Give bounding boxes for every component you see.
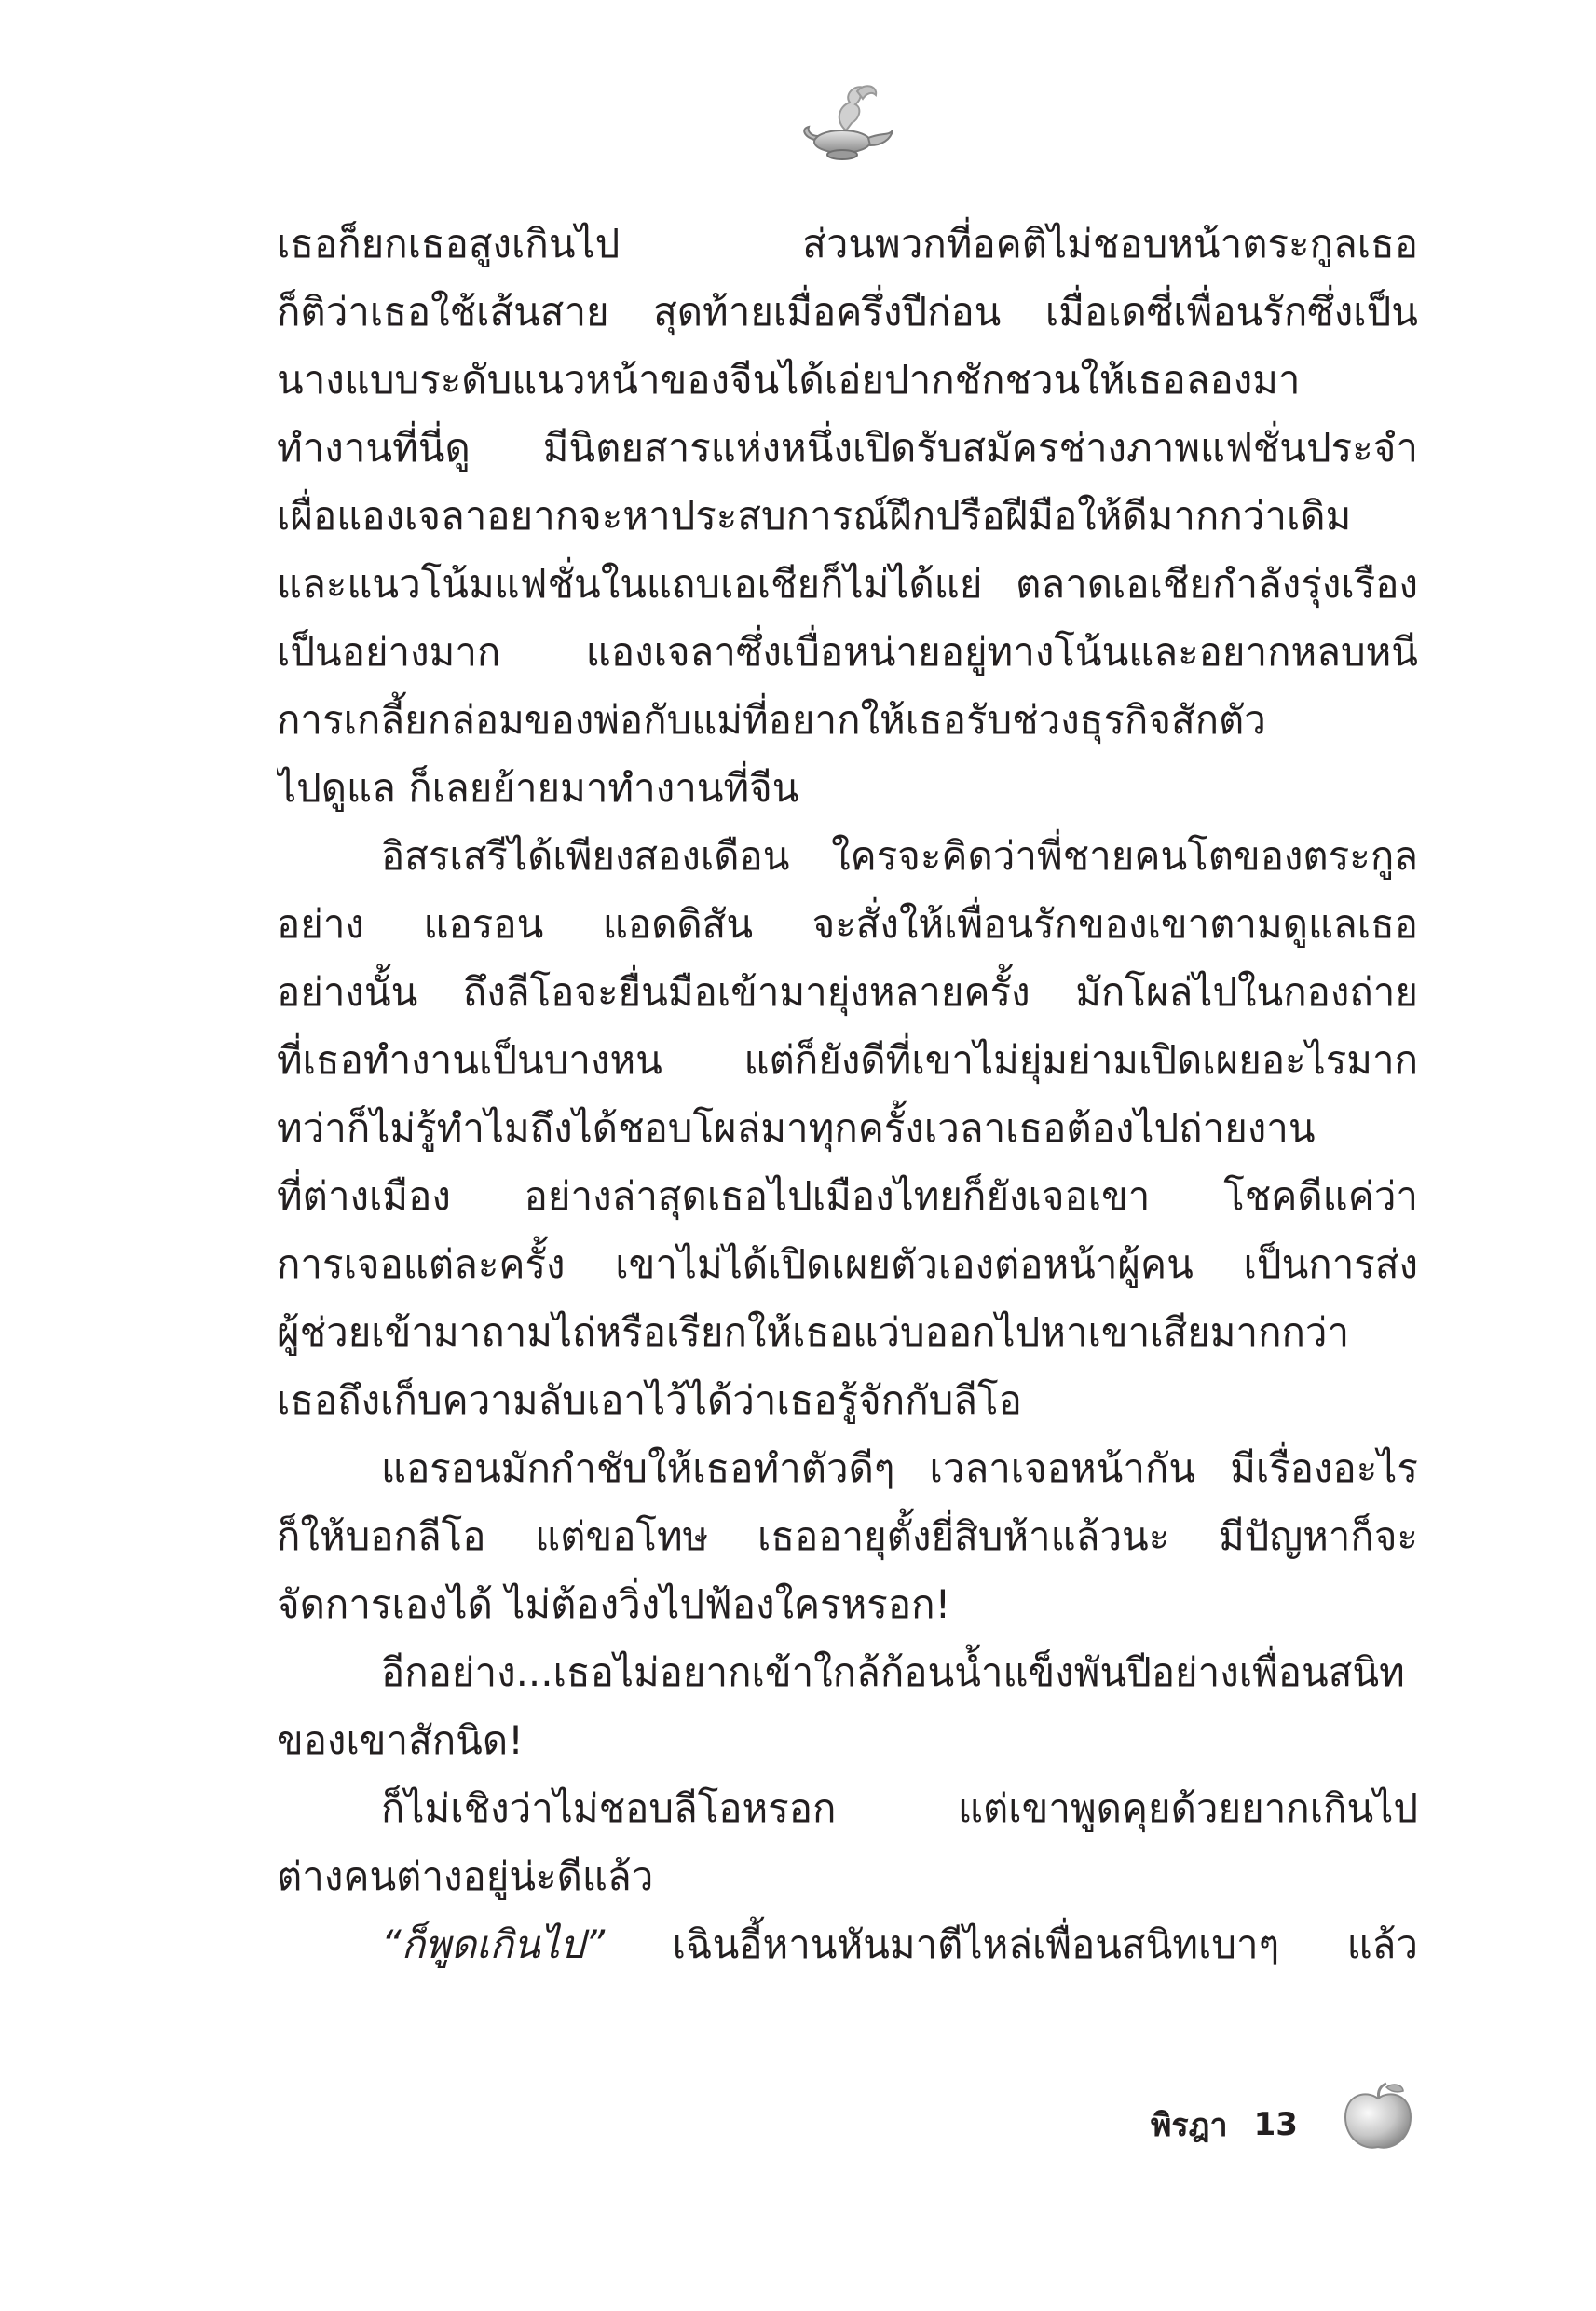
author-name: พิรฎา bbox=[1151, 2107, 1228, 2144]
text-line bbox=[381, 1910, 1418, 1978]
text-line: ที่เธอทำงานเป็นบางหน แต่ก็ยังดีที่เขาไม่ยุ่มย่ามเปิดเผยอะไรมาก bbox=[277, 1037, 1418, 1083]
lamp-ornament-icon bbox=[798, 75, 900, 177]
page-footer bbox=[1151, 2097, 1298, 2153]
text-line: เธอก็ยกเธอสูงเกินไป ส่วนพวกที่อคติไม่ชอบหน้าตระกูลเธอ bbox=[277, 221, 1418, 267]
quoted-speech: “ก็พูดเกินไป” bbox=[381, 1921, 606, 1967]
text-line: การเจอแต่ละครั้ง เขาไม่ได้เปิดเผยตัวเองต่อหน้าผู้คน เป็นการส่ง bbox=[277, 1241, 1418, 1287]
text-line: การเกลี้ยกล่อมของพ่อกับแม่ที่อยากให้เธอรับช่วงธุรกิจสักตัว bbox=[277, 697, 1266, 743]
text-line: ก็ไม่เชิงว่าไม่ชอบลีโอหรอก แต่เขาพูดคุยด้วยยากเกินไป bbox=[381, 1785, 1418, 1831]
body-text bbox=[277, 210, 1418, 2167]
text-line: ต่างคนต่างอยู่น่ะดีแล้ว bbox=[277, 1853, 654, 1899]
text-line: เธอถึงเก็บความลับเอาไว้ได้ว่าเธอรู้จักกับลีโอ bbox=[277, 1377, 1022, 1423]
text-line: ก็ติว่าเธอใช้เส้นสาย สุดท้ายเมื่อครึ่งปีก่อน เมื่อเดซี่เพื่อนรักซึ่งเป็น bbox=[277, 289, 1418, 335]
text-line: อีกอย่าง...เธอไม่อยากเข้าใกล้ก้อนน้ำแข็งพันปีอย่างเพื่อนสนิท bbox=[381, 1649, 1405, 1695]
text-line: จัดการเองได้ ไม่ต้องวิ่งไปฟ้องใครหรอก! bbox=[277, 1581, 951, 1627]
text-line: ทว่าก็ไม่รู้ทำไมถึงได้ชอบโผล่มาทุกครั้งเวลาเธอต้องไปถ่ายงาน bbox=[277, 1105, 1316, 1151]
text-line: แอรอนมักกำชับให้เธอทำตัวดีๆ เวลาเจอหน้ากัน มีเรื่องอะไร bbox=[381, 1445, 1418, 1491]
text-line: อย่าง แอรอน แอดดิสัน จะสั่งให้เพื่อนรักของเขาตามดูแลเธอ bbox=[277, 901, 1418, 947]
text-line: ก็ให้บอกลีโอ แต่ขอโทษ เธออายุตั้งยี่สิบห้าแล้วนะ มีปัญหาก็จะ bbox=[277, 1513, 1418, 1559]
text-line: อย่างนั้น ถึงลีโอจะยื่นมือเข้ามายุ่งหลายครั้ง มักโผล่ไปในกองถ่าย bbox=[277, 969, 1418, 1015]
text-line: และแนวโน้มแฟชั่นในแถบเอเชียก็ไม่ได้แย่ ตลาดเอเชียกำลังรุ่งเรือง bbox=[277, 561, 1418, 607]
text-line: ไปดูแล ก็เลยย้ายมาทำงานที่จีน bbox=[277, 765, 799, 811]
text-line: อิสรเสรีได้เพียงสองเดือน ใครจะคิดว่าพี่ชายคนโตของตระกูล bbox=[381, 833, 1418, 879]
text-line: ที่ต่างเมือง อย่างล่าสุดเธอไปเมืองไทยก็ยังเจอเขา โชคดีแค่ว่า bbox=[277, 1173, 1418, 1219]
text-line: ผู้ช่วยเข้ามาถามไถ่หรือเรียกให้เธอแว่บออกไปหาเขาเสียมากกว่า bbox=[277, 1309, 1350, 1355]
page-number: 13 bbox=[1253, 2106, 1298, 2143]
text-line: ทำงานที่นี่ดู มีนิตยสารแห่งหนึ่งเปิดรับสมัครช่างภาพแฟชั่นประจำ bbox=[277, 425, 1418, 471]
text-line: ของเขาสักนิด! bbox=[277, 1717, 524, 1763]
text-line: นางแบบระดับแนวหน้าของจีนได้เอ่ยปากชักชวนให้เธอลองมา bbox=[277, 357, 1301, 403]
apple-ornament-icon bbox=[1338, 2080, 1418, 2154]
line-remainder: เฉินอี้หานหันมาตีไหล่เพื่อนสนิทเบาๆ แล้ว bbox=[605, 1921, 1418, 1967]
text-line: เผื่อแองเจลาอยากจะหาประสบการณ์ฝึกปรือฝีมือให้ดีมากกว่าเดิม bbox=[277, 493, 1352, 539]
text-line: เป็นอย่างมาก แองเจลาซึ่งเบื่อหน่ายอยู่ทางโน้นและอยากหลบหนี bbox=[277, 629, 1418, 675]
